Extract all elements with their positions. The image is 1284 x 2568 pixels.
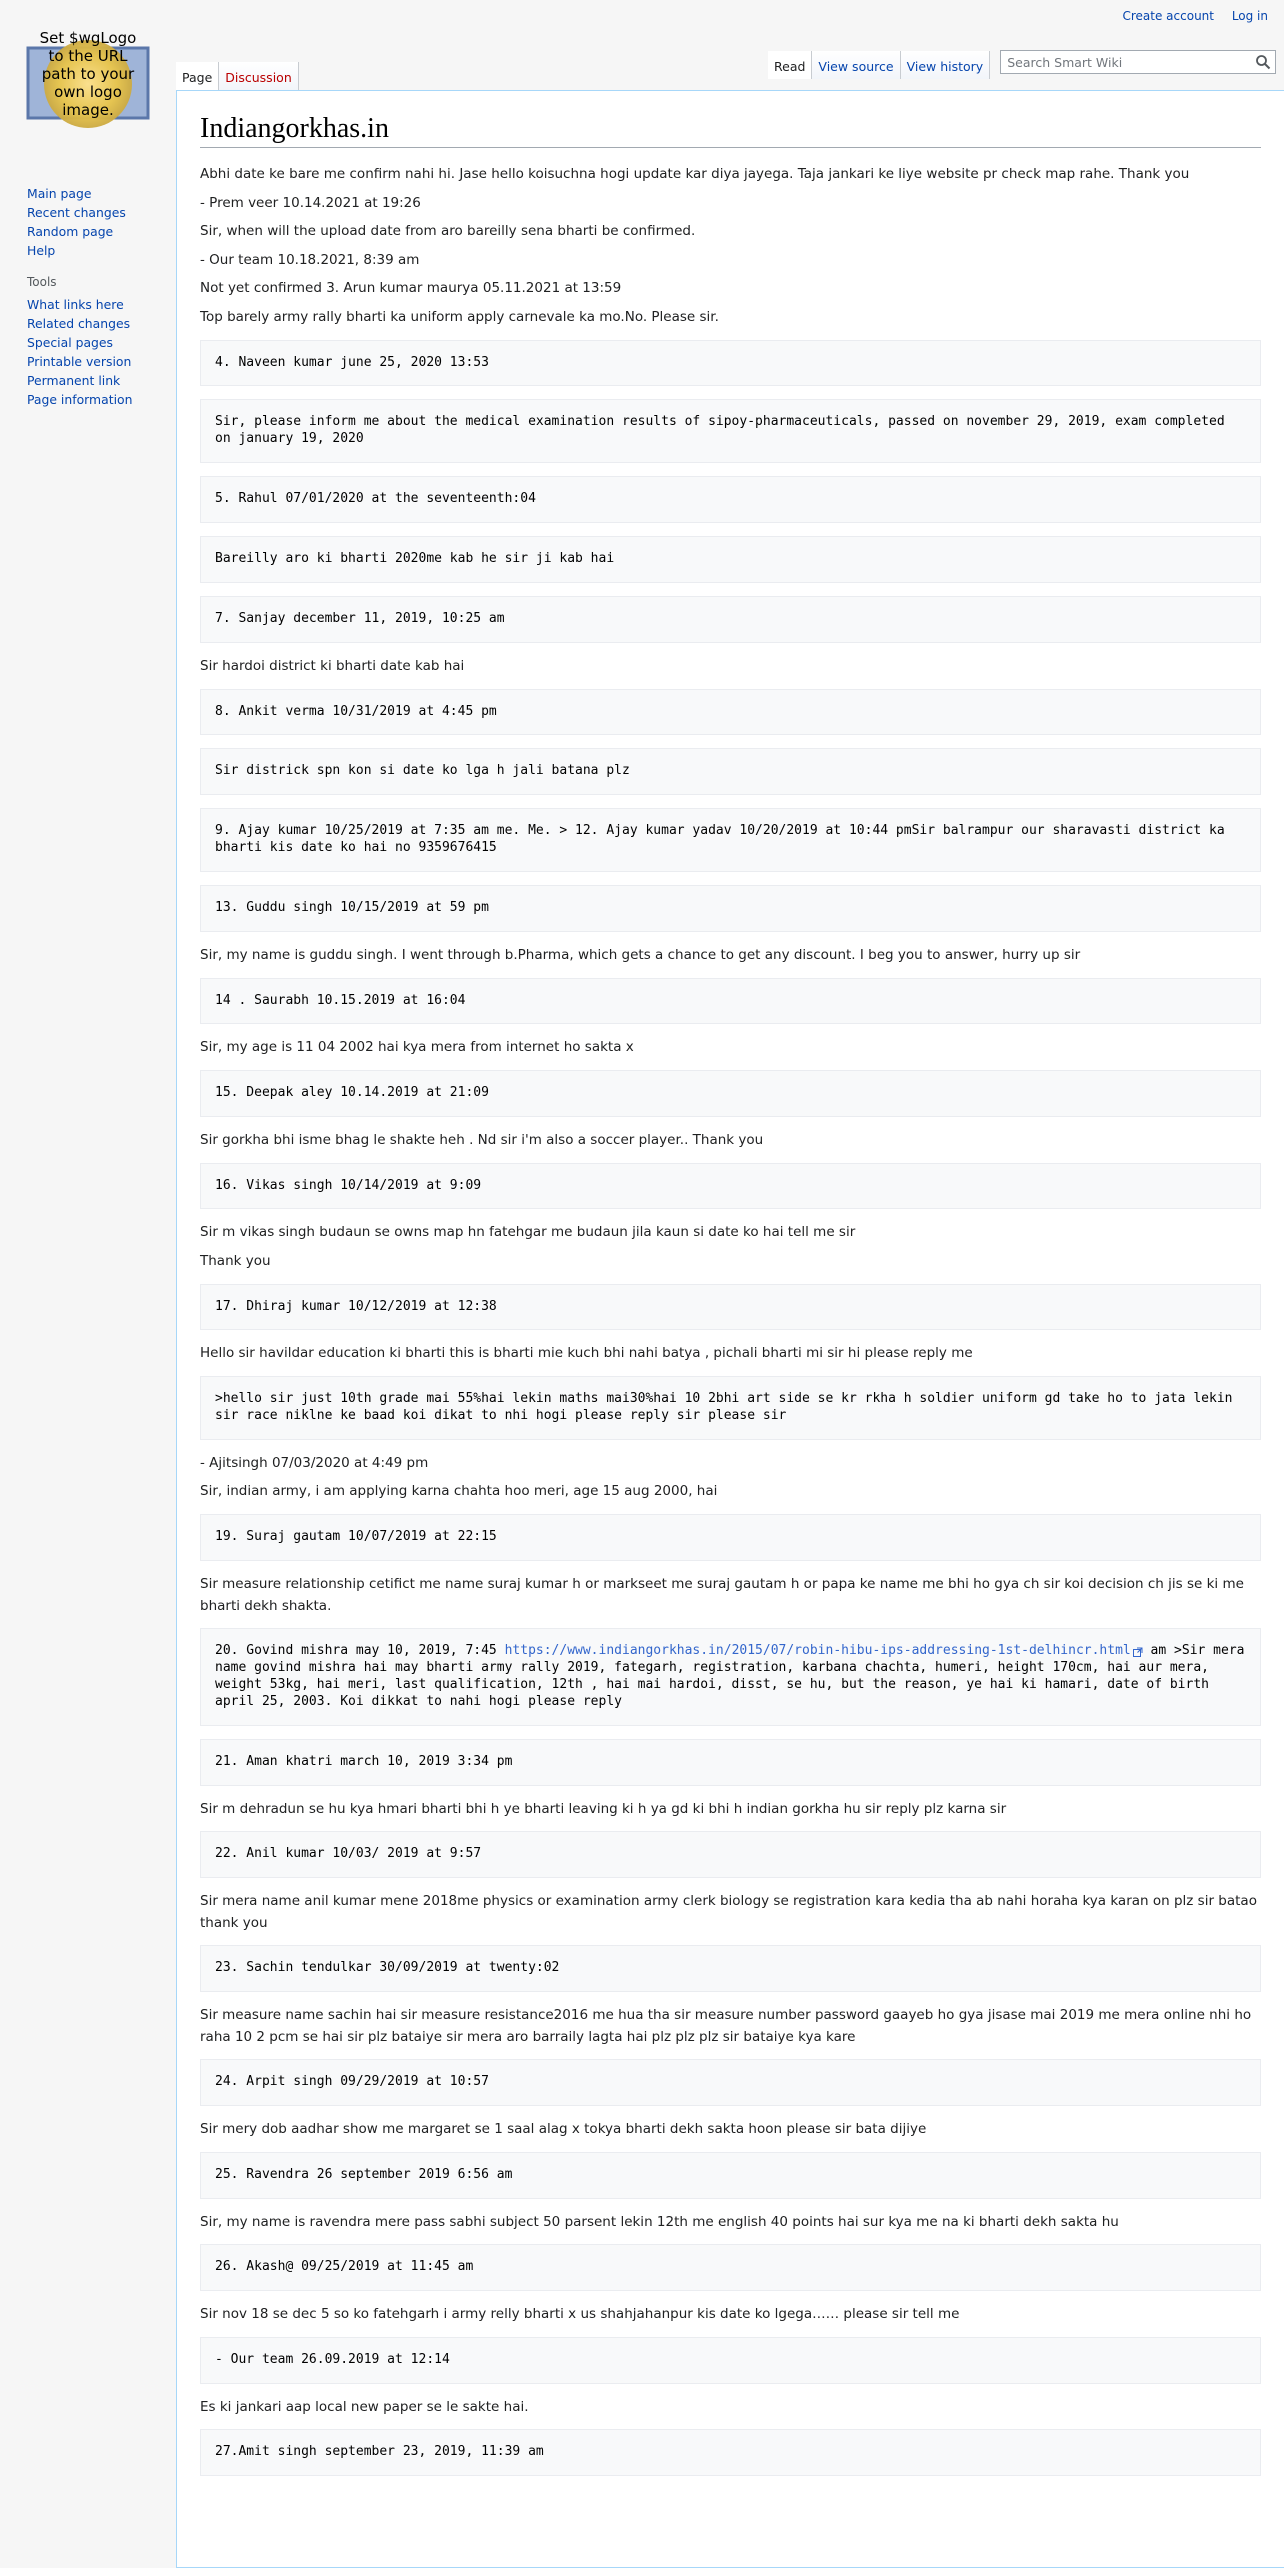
logo-text-line: to the URL (48, 47, 128, 65)
paragraph: Sir gorkha bhi isme bhag le shakte heh . Nd sir i'm also a soccer player.. Thank you (200, 1131, 764, 1148)
tab-discussion[interactable] (219, 62, 298, 90)
preformatted-block: 9. Ajay kumar 10/25/2019 at 7:35 am me. Me. > 12. Ajay kumar yadav 10/20/2019 at 10:44 pmSir balrampur our sharavasti district ka bharti kis date ko hai no 9359676415 (200, 808, 1261, 872)
preformatted-block: 24. Arpit singh 09/29/2019 at 10:57 (200, 2059, 1261, 2106)
external-link-icon (1133, 1646, 1143, 1656)
sidebar-link-help[interactable]: Help (27, 243, 56, 258)
tools-link-special-pages[interactable]: Special pages (27, 335, 113, 350)
sidebar-link-main-page[interactable]: Main page (27, 186, 92, 201)
paragraph: Top barely army rally bharti ka uniform apply carnevale ka mo.No. Please sir. (200, 308, 719, 325)
log-in-link[interactable]: Log in (1231, 9, 1268, 23)
paragraph: - Ajitsingh 07/03/2020 at 4:49 pm (200, 1454, 429, 1471)
tools-link-printable-version[interactable]: Printable version (27, 354, 132, 369)
personal-tools (1108, 9, 1268, 23)
tab-view-history-label[interactable]: View history (906, 59, 984, 74)
paragraph: Sir measure relationship cetifict me name suraj kumar h or markseet me suraj gautam h or papa ke name me bhi ho gya ch sir koi decision ch jis se ki me bharti dekh shakta. (200, 1575, 1244, 1614)
tools-item (27, 333, 132, 352)
tab-discussion-label[interactable]: Discussion (225, 70, 292, 85)
paragraph: Sir mera name anil kumar mene 2018me physics or examination army clerk biology se registration kara kedia tha ab nahi horaha kya karan on plz sir batao thank you (200, 1893, 1257, 1931)
namespace-tabs (176, 62, 299, 90)
view-tabs (768, 50, 1276, 79)
preformatted-block: 27.Amit singh september 23, 2019, 11:39 am (200, 2429, 1261, 2476)
preformatted-block: 16. Vikas singh 10/14/2019 at 9:09 (200, 1163, 1261, 1210)
paragraph: Sir, my name is guddu singh. I went through b.Pharma, which gets a chance to get any discount. I beg you to answer, hurry up sir (200, 946, 1081, 963)
paragraph: Sir mery dob aadhar show me margaret se 1 saal alag x tokya bharti dekh sakta hoon please sir bata dijiye (200, 2121, 927, 2138)
paragraph: - Prem veer 10.14.2021 at 19:26 (200, 194, 421, 211)
preformatted-block: Sir, please inform me about the medical examination results of sipoy-pharmaceuticals, passed on november 29, 2019, exam completed on january 19, 2020 (200, 399, 1261, 463)
paragraph: Sir measure name sachin hai sir measure resistance2016 me hua tha sir measure number password gaayeb ho gya jisase mai 2019 me mera online nhi ho raha 10 2 pcm se hai sir plz bataiye sir mera aro barraily lagta hai plz plz plz sir bataiye kya kare (200, 2007, 1252, 2045)
page-title: Indiangorkhas.in (200, 113, 1261, 148)
tab-read[interactable] (768, 51, 812, 79)
sidebar-link-recent-changes[interactable]: Recent changes (27, 205, 126, 220)
sidebar-navigation (27, 184, 126, 260)
paragraph: Sir, my age is 11 04 2002 hai kya mera from internet ho sakta x (200, 1039, 634, 1056)
preformatted-block: - Our team 26.09.2019 at 12:14 (200, 2337, 1261, 2384)
logo-text-line: image. (62, 101, 114, 119)
preformatted-block: 26. Akash@ 09/25/2019 at 11:45 am (200, 2244, 1261, 2291)
main-content (176, 90, 1284, 2568)
logo-text-line: Set $wgLogo (39, 29, 137, 47)
sidebar-tools (27, 275, 132, 409)
paragraph: Es ki jankari aap local new paper se le sakte hai. (200, 2398, 529, 2415)
tools-item (27, 314, 132, 333)
paragraph: Sir nov 18 se dec 5 so ko fatehgarh i army relly bharti x us shahjahanpur kis date ko lgega…… please sir tell me (200, 2306, 960, 2323)
paragraph: Hello sir havildar education ki bharti this is bharti mie kuch bhi nahi batya , pichali bharti mi sir hi please reply me (200, 1345, 973, 1362)
tab-view-source-label[interactable]: View source (818, 59, 894, 74)
paragraph: Sir m vikas singh budaun se owns map hn fatehgar me budaun jila kaun si date ko hai tell me sir (200, 1224, 856, 1241)
site-logo[interactable] (20, 26, 156, 138)
body-content (200, 164, 1261, 2476)
tools-link-page-information[interactable]: Page information (27, 392, 133, 407)
preformatted-text: 20. Govind mishra may 10, 2019, 7:45 (215, 1643, 505, 1659)
preformatted-text: am >Sir mera name govind mishra hai may bharti army rally 2019, fategarh, registration, karbana chachta, humeri, height 170cm, hai aur mera, weight 53kg, hai meri, last qualification, 12th , hai mai hardoi, disst, se hu, but the reason, ye hai ki hamari, date of birth april 25, 2003. Koi dikkat to nahi hogi please reply (215, 1643, 1253, 1709)
external-link[interactable]: https://www.indiangorkhas.in/2015/07/robin-hibu-ips-addressing-1st-delhincr.html (504, 1643, 1131, 1659)
sidebar-item (27, 203, 126, 222)
preformatted-block: >hello sir just 10th grade mai 55%hai lekin maths mai30%hai 10 2bhi art side se kr rkha h soldier uniform gd take ho to jata lekin sir race niklne ke baad koi dikat to nhi hogi please reply sir please sir (200, 1376, 1261, 1440)
tools-item (27, 295, 132, 314)
paragraph: Not yet confirmed 3. Arun kumar maurya 05.11.2021 at 13:59 (200, 280, 622, 297)
paragraph: Sir hardoi district ki bharti date kab hai (200, 657, 465, 674)
search-icon[interactable] (1255, 54, 1271, 70)
preformatted-block: 8. Ankit verma 10/31/2019 at 4:45 pm (200, 689, 1261, 736)
tab-view-source[interactable] (812, 51, 900, 79)
preformatted-block: Bareilly aro ki bharti 2020me kab he sir ji kab hai (200, 536, 1261, 583)
tools-heading: Tools (27, 275, 57, 289)
tab-page[interactable] (176, 62, 219, 90)
tools-link-permanent-link[interactable]: Permanent link (27, 373, 121, 388)
tools-link-related-changes[interactable]: Related changes (27, 316, 131, 331)
preformatted-block: 25. Ravendra 26 september 2019 6:56 am (200, 2152, 1261, 2199)
preformatted-block (200, 1628, 1261, 1726)
tab-page-label: Page (182, 70, 213, 85)
tab-view-history[interactable] (901, 51, 991, 79)
paragraph: Sir, my name is ravendra mere pass sabhi subject 50 parsent lekin 12th me english 40 points hai sur kya me na ki bharti dekh sakta hu (200, 2213, 1119, 2230)
create-account-link[interactable]: Create account (1122, 9, 1214, 23)
preformatted-block: 13. Guddu singh 10/15/2019 at 59 pm (200, 885, 1261, 932)
sidebar-item (27, 222, 126, 241)
sidebar-link-random-page[interactable]: Random page (27, 224, 114, 239)
preformatted-block: 14 . Saurabh 10.15.2019 at 16:04 (200, 978, 1261, 1025)
paragraph: - Our team 10.18.2021, 8:39 am (200, 251, 420, 268)
preformatted-block: 7. Sanjay december 11, 2019, 10:25 am (200, 596, 1261, 643)
preformatted-block: 21. Aman khatri march 10, 2019 3:34 pm (200, 1739, 1261, 1786)
tab-read-label: Read (774, 59, 806, 74)
paragraph: Thank you (200, 1253, 271, 1269)
tools-item (27, 352, 132, 371)
sidebar-item (27, 184, 126, 203)
search-input[interactable] (1000, 50, 1276, 74)
preformatted-block: 17. Dhiraj kumar 10/12/2019 at 12:38 (200, 1284, 1261, 1331)
paragraph: Sir, indian army, i am applying karna chahta hoo meri, age 15 aug 2000, hai (200, 1483, 718, 1500)
paragraph: Sir, when will the upload date from aro bareilly sena bharti be confirmed. (200, 223, 696, 240)
paragraph: Abhi date ke bare me confirm nahi hi. Jase hello koisuchna hogi update kar diya jayega. Taja jankari ke liye website pr check map rahe. Thank you (200, 166, 1190, 182)
paragraph: Sir m dehradun se hu kya hmari bharti bhi h ye bharti leaving ki h ya gd ki bhi h indian gorkha hu sir reply plz karna sir (200, 1800, 1007, 1817)
search-placeholder: Search Smart Wiki (1007, 54, 1123, 70)
preformatted-block: 15. Deepak aley 10.14.2019 at 21:09 (200, 1070, 1261, 1117)
preformatted-block: 4. Naveen kumar june 25, 2020 13:53 (200, 340, 1261, 387)
tools-item (27, 371, 132, 390)
preformatted-block: 22. Anil kumar 10/03/ 2019 at 9:57 (200, 1831, 1261, 1878)
preformatted-block: 23. Sachin tendulkar 30/09/2019 at twenty:02 (200, 1945, 1261, 1992)
logo-text-line: own logo (54, 83, 122, 101)
preformatted-block: 19. Suraj gautam 10/07/2019 at 22:15 (200, 1514, 1261, 1561)
tools-item (27, 390, 132, 409)
preformatted-block: 5. Rahul 07/01/2020 at the seventeenth:04 (200, 476, 1261, 523)
sidebar-item (27, 241, 126, 260)
tools-link-what-links-here[interactable]: What links here (27, 297, 124, 312)
logo-text-line: path to your (41, 65, 135, 83)
preformatted-block: Sir districk spn kon si date ko lga h jali batana plz (200, 748, 1261, 795)
